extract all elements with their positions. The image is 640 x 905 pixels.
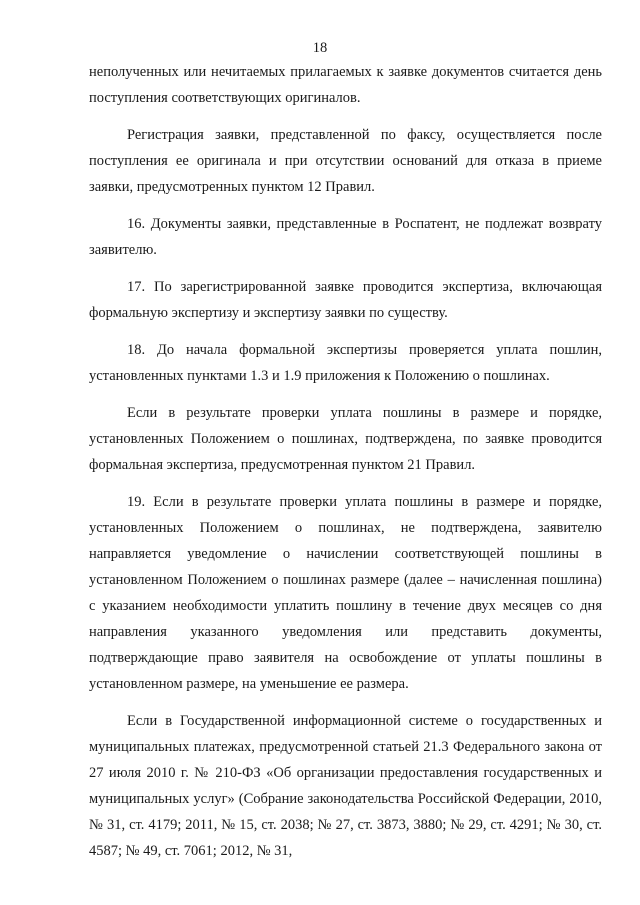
document-body [89, 59, 602, 864]
page-number: 18 [312, 40, 328, 56]
paragraph-3: 16. Документы заявки, представленные в Роспатент, не подлежат возврату заявителю. [89, 216, 602, 258]
paragraph-1: неполученных или нечитаемых прилагаемых к заявке документов считается день поступления соответствующих оригиналов. [89, 64, 602, 106]
paragraph-4: 17. По зарегистрированной заявке проводится экспертиза, включающая формальную экспертизу и экспертизу заявки по существу. [89, 279, 602, 321]
paragraph-8: Если в Государственной информационной системе о государственных и муниципальных платежах, предусмотренной статьей 21.3 Федерального закона от 27 июля 2010 г. № 210-ФЗ «Об организации предоставления государственных и муниципальных услуг» (Собрание законодательства Российской Федерации, 2010, № 31, ст. 4179; 2011, № 15, ст. 2038; № 27, ст. 3873, 3880; № 29, ст. 4291; № 30, ст. 4587; № 49, ст. 7061; 2012, № 31, [89, 713, 602, 859]
paragraph-5: 18. До начала формальной экспертизы проверяется уплата пошлин, установленных пунктами 1.3 и 1.9 приложения к Положению о пошлинах. [89, 342, 602, 384]
paragraph-2: Регистрация заявки, представленной по факсу, осуществляется после поступления ее оригинала и при отсутствии оснований для отказа в приеме заявки, предусмотренных пунктом 12 Правил. [89, 127, 602, 195]
paragraph-6: Если в результате проверки уплата пошлины в размере и порядке, установленных Положением о пошлинах, подтверждена, по заявке проводится формальная экспертиза, предусмотренная пунктом 21 Правил. [89, 405, 602, 473]
paragraph-7: 19. Если в результате проверки уплата пошлины в размере и порядке, установленных Положением о пошлинах, не подтверждена, заявителю направляется уведомление о начислении соответствующей пошлины в установленном Положением о пошлинах размере (далее – начисленная пошлина) с указанием необходимости уплатить пошлину в течение двух месяцев со дня направления указанного уведомления или представить документы, подтверждающие право заявителя на освобождение от уплаты пошлины в установленном размере, на уменьшение ее размера. [89, 494, 602, 692]
